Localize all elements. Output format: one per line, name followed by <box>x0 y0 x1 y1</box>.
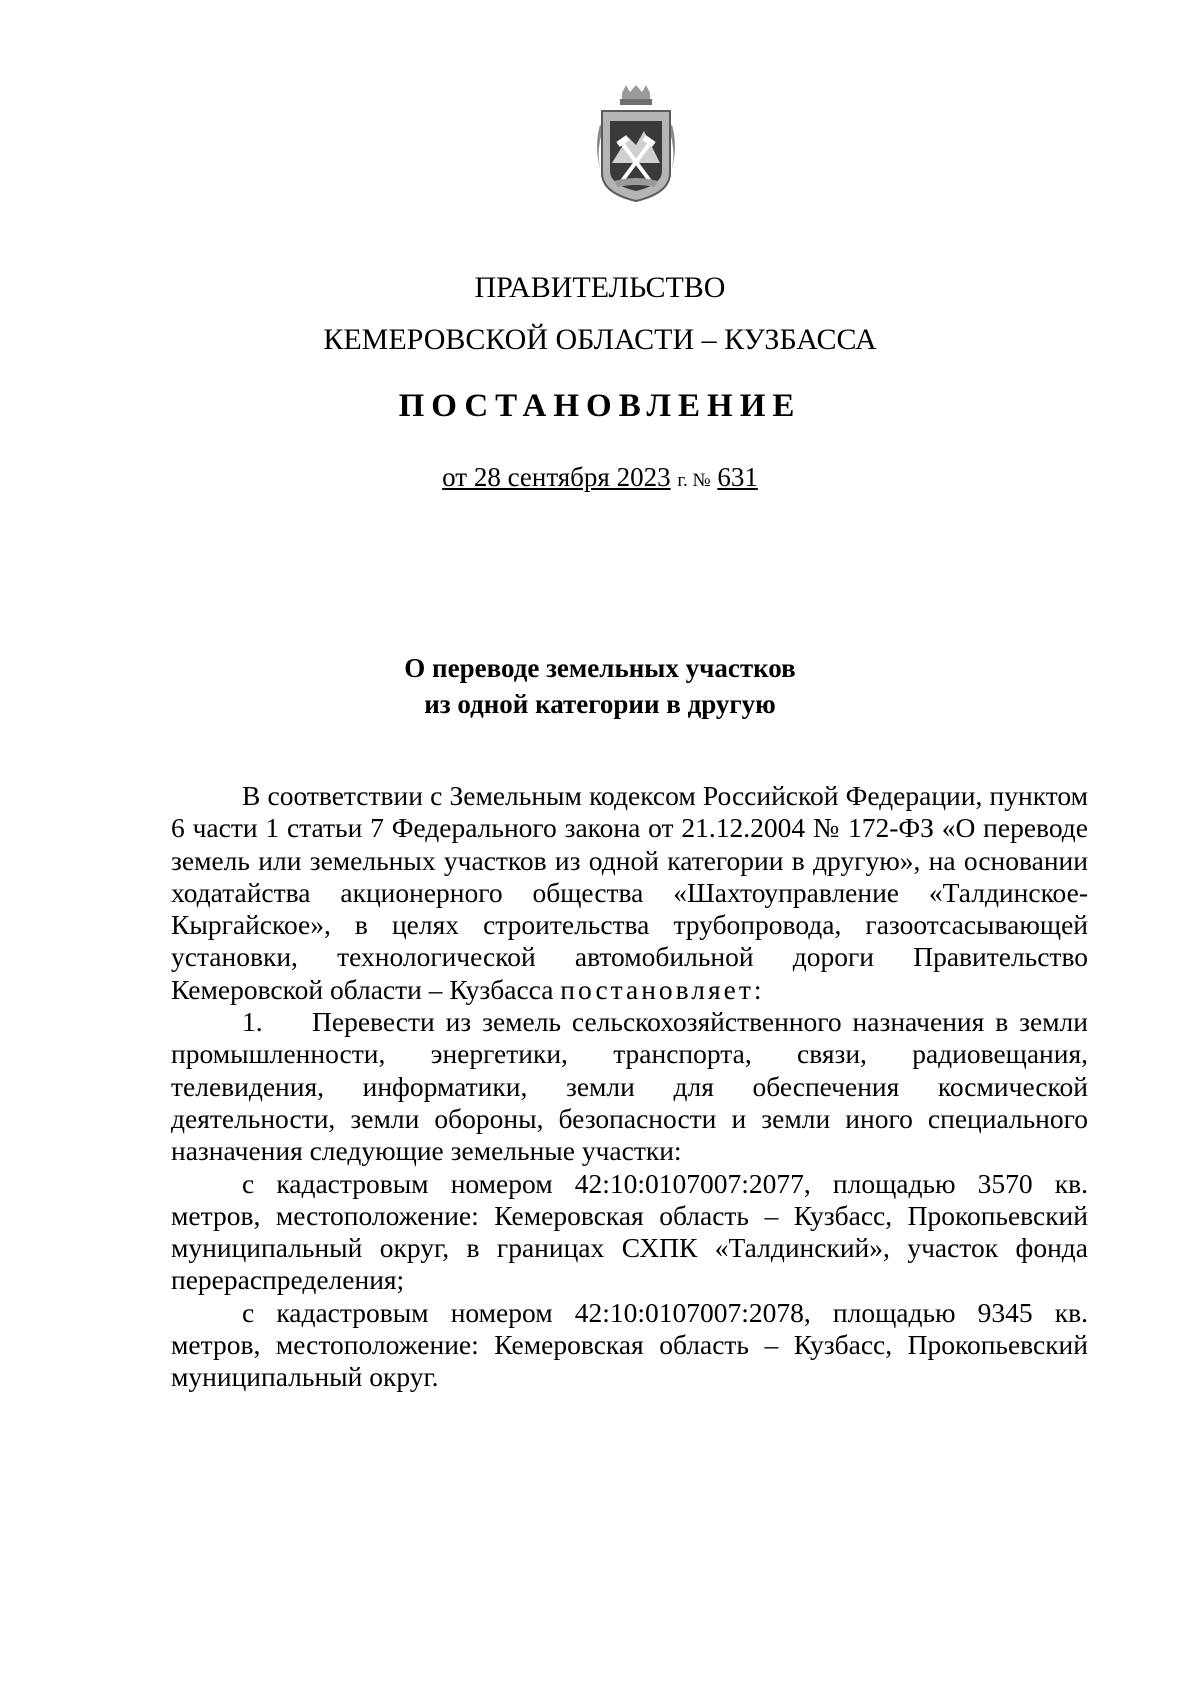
parcel-1-paragraph: с кадастровым номером 42:10:0107007:2077, площадью 3570 кв. метров, местоположение: Кемеровская область – Кузбасс, Прокопьевский муниципальный округ, в границах СХПК «Талдинский», участок фонда перераспределения; <box>171 1167 1088 1296</box>
date-line <box>0 462 1200 493</box>
preamble-text: В соответствии с Земельным кодексом Российской Федерации, пунктом 6 части 1 статьи 7 Федерального закона от 21.12.2004 № 172-ФЗ «О переводе земель или земельных участков из одной категории в другую», на основании ходатайства акционерного общества «Шахтоуправление «Талдинское-Кыргайское», в целях строительства трубопровода, газоотсасывающей установки, технологической автомобильной дороги Правительство Кемеровской области – Кузбасса <box>171 780 1088 1005</box>
resolves-word: постановляет: <box>560 973 765 1005</box>
document-date: от 28 сентября 2023 <box>442 462 671 492</box>
subject-title-line-2: из одной категории в другую <box>424 689 776 719</box>
document-body <box>171 780 1088 1394</box>
item-1-paragraph <box>171 1006 1088 1167</box>
item-1-number: 1. <box>242 1006 263 1038</box>
item-1-text: Перевести из земель сельскохозяйственного назначения в земли промышленности, энергетики, транспорта, связи, радиовещания, телевидения, информатики, земли для обеспечения космической деятельности, земли обороны, безопасности и земли иного специального назначения следующие земельные участки: <box>171 1006 1088 1167</box>
parcel-2-paragraph: с кадастровым номером 42:10:0107007:2078, площадью 9345 кв. метров, местоположение: Кемеровская область – Кузбасс, Прокопьевский муниципальный округ. <box>171 1296 1088 1393</box>
subject-title-line-1: О переводе земельных участков <box>404 653 796 683</box>
coat-of-arms-emblem <box>592 85 680 203</box>
preamble-paragraph <box>171 780 1088 1006</box>
year-number-label: г. № <box>677 470 711 491</box>
document-number: 631 <box>717 462 758 492</box>
government-title: ПРАВИТЕЛЬСТВО <box>474 271 726 304</box>
document-type: ПОСТАНОВЛЕНИЕ <box>398 388 802 424</box>
region-title: КЕМЕРОВСКОЙ ОБЛАСТИ – КУЗБАССА <box>323 323 877 356</box>
